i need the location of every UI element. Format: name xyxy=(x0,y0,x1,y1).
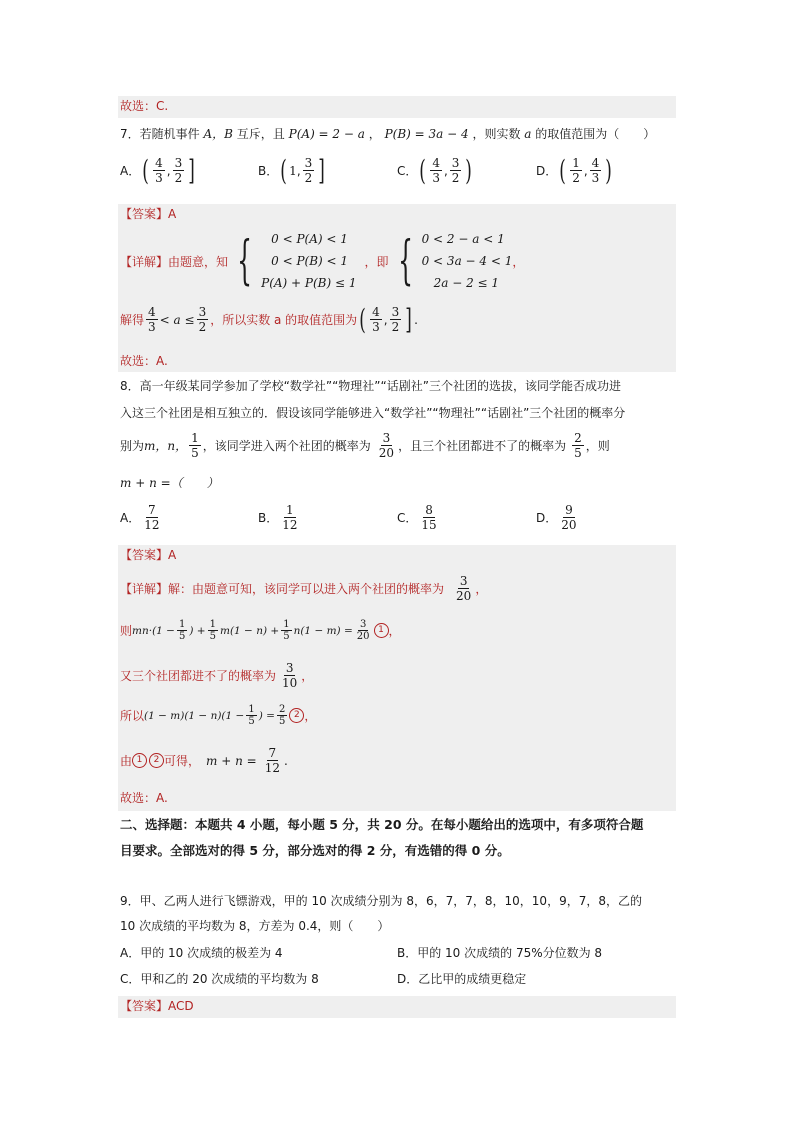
q7-pa: P(A) = 2 − a xyxy=(288,127,365,141)
q9-option-c[interactable]: C．甲和乙的 20 次成绩的平均数为 8 xyxy=(120,972,319,986)
q8-eq1-part: ) + xyxy=(189,624,206,637)
frac-den: 2 xyxy=(451,171,460,185)
frac-den: 5 xyxy=(209,631,216,642)
q9-option-b[interactable]: B．甲的 10 次成绩的 75%分位数为 8 xyxy=(397,946,603,960)
q8-l3-a: 又三个社团都进不了的概率为 xyxy=(120,669,277,683)
left-brace-icon: { xyxy=(237,231,253,291)
frac-den: 3 xyxy=(372,320,380,334)
q8-eq1-end: ， xyxy=(388,624,401,638)
q7-choice: 故选：A. xyxy=(120,354,168,368)
frac-den: 15 xyxy=(421,518,437,532)
frac-num: 1 xyxy=(283,619,290,630)
frac-num: 4 xyxy=(155,156,163,170)
open-paren: ( xyxy=(419,153,427,187)
frac-num: 1 xyxy=(286,503,294,517)
q8-option-b[interactable] xyxy=(258,503,302,532)
close-paren: ) xyxy=(465,153,473,187)
q7-system-1 xyxy=(261,228,356,294)
q8-line-1: 8．高一年级某同学参加了学校“数学社”“物理社”“话剧社”三个社团的选拔，该同学能否成功进 xyxy=(120,379,621,393)
q7-events: A，B xyxy=(203,127,233,141)
sys1-row: 0 < P(A) < 1 xyxy=(271,232,348,246)
q8-eq1-part: n(1 − m) = xyxy=(293,624,353,637)
sys2-row: 0 < 3a − 4 < 1 xyxy=(421,254,513,268)
frac-num: 3 xyxy=(459,574,468,588)
open-bracket-icon: ( xyxy=(359,302,366,336)
frac-num: 1 xyxy=(248,704,255,715)
option-label: C． xyxy=(397,511,418,525)
q8-res-end: . xyxy=(283,753,288,768)
frac-num: 2 xyxy=(574,431,582,445)
frac-den: 5 xyxy=(283,631,290,642)
frac-num: 3 xyxy=(451,156,460,170)
q8-detail-tag: 【详解】 xyxy=(120,582,169,596)
section-2-heading-line-2: 目要求。全部选对的得 5 分，部分选对的得 2 分，有选错的得 0 分。 xyxy=(120,843,510,858)
frac-den: 2 xyxy=(304,171,313,185)
frac-den: 5 xyxy=(574,446,582,460)
frac-num: 3 xyxy=(391,305,400,319)
frac-num: 9 xyxy=(565,503,573,517)
q6-choice: 故选：C. xyxy=(120,99,169,113)
circled-number-icon: 1 xyxy=(374,623,389,638)
q7-solve-mid: < a ≤ xyxy=(159,312,195,327)
q8-res-b: 可得， xyxy=(164,754,201,768)
frac-num: 3 xyxy=(382,431,391,445)
frac-den: 10 xyxy=(282,676,298,690)
frac-den: 12 xyxy=(144,518,160,532)
q8-line-4 xyxy=(120,474,219,492)
frac-num: 4 xyxy=(591,156,600,170)
open-paren: ( xyxy=(142,153,149,187)
frac-num: 8 xyxy=(425,503,433,517)
q7-stem-c: ，则实数 xyxy=(472,127,521,141)
frac-num: 7 xyxy=(148,503,156,517)
section-2-heading-line-1: 二、选择题：本题共 4 小题，每小题 5 分，共 20 分。在每小题给出的选项中，有多项符合题 xyxy=(120,817,644,832)
q7-solve-end: . xyxy=(414,312,418,327)
frac-num: 4 xyxy=(432,156,440,170)
q8-eq1-part: mn·(1 − xyxy=(132,624,175,637)
frac-den: 5 xyxy=(278,716,286,727)
option-label: A． xyxy=(120,164,141,178)
q8-eq2-end: ， xyxy=(304,709,317,723)
q7-stem: 7．若随机事件 A，B 互斥，且 P(A) = 2 − a ， P(B) = 3a − 4 ，则实数 a 的取值范围为（ ） xyxy=(120,127,656,141)
q8-line3-a: 别为 xyxy=(120,439,145,453)
frac-den: 5 xyxy=(191,446,199,460)
option-label: D． xyxy=(536,511,558,525)
option-label: D． xyxy=(536,164,558,178)
frac-num: 4 xyxy=(148,305,156,319)
frac-den: 2 xyxy=(572,171,580,185)
frac-num: 3 xyxy=(304,156,313,170)
sys2-row: 0 < 2 − a < 1 xyxy=(421,232,505,246)
q7-sys-end: ， xyxy=(512,254,525,269)
frac-den: 2 xyxy=(174,171,183,185)
q7-stem-a: 7．若随机事件 xyxy=(120,127,200,141)
q8-res-a: 由 xyxy=(120,754,133,768)
frac-num: 4 xyxy=(372,305,380,319)
option-label: B． xyxy=(258,511,279,525)
q8-option-d[interactable] xyxy=(536,503,581,532)
frac-den: 3 xyxy=(155,171,163,185)
frac-num: 3 xyxy=(285,661,294,675)
q9-option-a[interactable]: A．甲的 10 次成绩的极差为 4 xyxy=(120,946,283,960)
sys1-row: 0 < P(B) < 1 xyxy=(271,254,349,268)
frac-num: 1 xyxy=(191,431,199,445)
frac-num: 1 xyxy=(572,156,580,170)
q9-answer: 【答案】ACD xyxy=(120,999,194,1013)
q8-detail-end: ， xyxy=(475,582,488,596)
q8-eq1-a: 则 xyxy=(120,624,133,638)
q7-var-a: a xyxy=(524,127,532,141)
option-label: C． xyxy=(397,164,418,178)
q7-option-b[interactable]: B． ( 1 , $\frac{3}{2}$ ] xyxy=(258,153,326,187)
q8-eq1-part: m(1 − n) + xyxy=(219,624,280,637)
q9-line-2: 10 次成绩的平均数为 8，方差为 0.4，则（ ） xyxy=(120,919,390,933)
q7-stem-d: 的取值范围为（ ） xyxy=(535,127,656,141)
q8-line4-text: m + n =（ ） xyxy=(120,476,219,490)
q7-pb: P(B) = 3a − 4 xyxy=(384,127,469,141)
q7-detail xyxy=(120,228,524,294)
q8-res-eq: m + n = xyxy=(206,753,257,768)
q7-option-a[interactable]: A． ( $\frac{4}{3}$ , $\frac{3}{2}$ ] xyxy=(120,153,196,187)
frac-den: 20 xyxy=(561,518,577,532)
frac-den: 5 xyxy=(179,631,186,642)
circled-number-icon: 2 xyxy=(149,753,164,768)
open-paren: ( xyxy=(559,153,566,187)
q8-result xyxy=(120,746,288,775)
frac-den: 20 xyxy=(356,631,370,642)
answer-block-q9 xyxy=(118,996,676,1018)
circled-number-icon: 2 xyxy=(289,708,304,723)
sys2-row: 2a − 2 ≤ 1 xyxy=(433,276,500,290)
frac-den: 5 xyxy=(248,716,255,727)
q7-stem-b: 互斥，且 xyxy=(236,127,285,141)
q8-line3-b: ，该同学进入两个社团的概率为 xyxy=(202,439,371,453)
frac-den: 12 xyxy=(282,518,298,532)
q9-option-d[interactable]: D．乙比甲的成绩更稳定 xyxy=(397,972,527,986)
close-bracket: ] xyxy=(188,153,196,187)
frac-den: 20 xyxy=(378,446,395,460)
q8-equation-1 xyxy=(120,619,401,642)
q8-eq2-part: ) = xyxy=(258,709,275,722)
q8-option-a[interactable] xyxy=(120,503,164,532)
q9-line-1: 9．甲、乙两人进行飞镖游戏，甲的 10 次成绩分别为 8，6，7，7，8，10，10，9，7，8，乙的 xyxy=(120,894,642,908)
q7-system-2 xyxy=(422,228,513,294)
q7-detail-text: 由题意，知 xyxy=(168,254,229,269)
q7-option-d[interactable]: D． ( $\frac{1}{2}$ , $\frac{4}{3}$ ) xyxy=(536,153,613,187)
q8-line3-c: ，且三个社团都进不了的概率为 xyxy=(398,439,567,453)
frac-num: 2 xyxy=(278,704,286,715)
q7-sys-mid: ，即 xyxy=(364,254,389,269)
option-label: A． xyxy=(120,511,141,525)
left-brace-icon: { xyxy=(397,231,413,291)
sys1-row: P(A) + P(B) ≤ 1 xyxy=(261,276,357,290)
q7-detail-tag: 【详解】 xyxy=(120,254,169,269)
q7-solve: 解得 $\frac{4}{3}$ < a ≤ $\frac{3}{2}$ ，所以实数 a 的取值范围为 ( $\frac{4}{3}$ , $\frac{3}{2}$ ] . xyxy=(120,302,418,336)
frac-num: 3 xyxy=(198,305,207,319)
frac-den: 20 xyxy=(456,589,472,603)
q8-detail-text: 解：由题意可知，该同学可以进入两个社团的概率为 xyxy=(168,582,445,596)
q7-solve-a: 解得 xyxy=(120,313,145,327)
q8-line-no-club xyxy=(120,661,313,690)
open-paren: ( xyxy=(280,153,287,187)
close-bracket-icon: ] xyxy=(405,302,412,336)
frac-den: 2 xyxy=(198,320,207,334)
q8-answer: 【答案】A xyxy=(120,548,177,562)
q8-line-2: 入这三个社团是相互独立的．假设该同学能够进入“数学社”“物理社”“话剧社”三个社团的概率分 xyxy=(120,406,626,420)
q7-solve-b: ，所以实数 a 的取值范围为 xyxy=(210,313,358,327)
left-value: 1 xyxy=(289,163,297,178)
q8-equation-2 xyxy=(120,704,316,727)
q8-l3-end: ， xyxy=(301,669,314,683)
q8-line-3 xyxy=(120,431,610,460)
q8-eq2-part: (1 − m)(1 − n)(1 − xyxy=(144,709,245,722)
frac-den: 3 xyxy=(148,320,156,334)
frac-num: 1 xyxy=(209,619,216,630)
circled-number-icon: 1 xyxy=(132,753,147,768)
frac-den: 12 xyxy=(264,761,280,775)
q7-answer: 【答案】A xyxy=(120,207,177,221)
q8-choice: 故选：A. xyxy=(120,791,168,805)
q8-option-c[interactable] xyxy=(397,503,441,532)
q8-detail xyxy=(120,574,487,603)
frac-den: 3 xyxy=(591,171,600,185)
frac-num: 3 xyxy=(174,156,183,170)
frac-num: 1 xyxy=(179,619,186,630)
frac-num: 7 xyxy=(268,746,277,760)
answer-block-q6 xyxy=(118,96,676,118)
frac-num: 3 xyxy=(359,619,367,630)
q7-option-c[interactable]: C． ( $\frac{4}{3}$ , $\frac{3}{2}$ ) xyxy=(397,153,473,187)
close-bracket: ] xyxy=(318,153,326,187)
frac-den: 3 xyxy=(432,171,440,185)
option-label: B． xyxy=(258,164,279,178)
close-paren: ) xyxy=(605,153,613,187)
q8-line3-vars: m，n， xyxy=(144,439,188,453)
frac-den: 2 xyxy=(391,320,400,334)
q8-eq2-a: 所以 xyxy=(120,709,145,723)
q8-line3-d: ，则 xyxy=(585,439,610,453)
